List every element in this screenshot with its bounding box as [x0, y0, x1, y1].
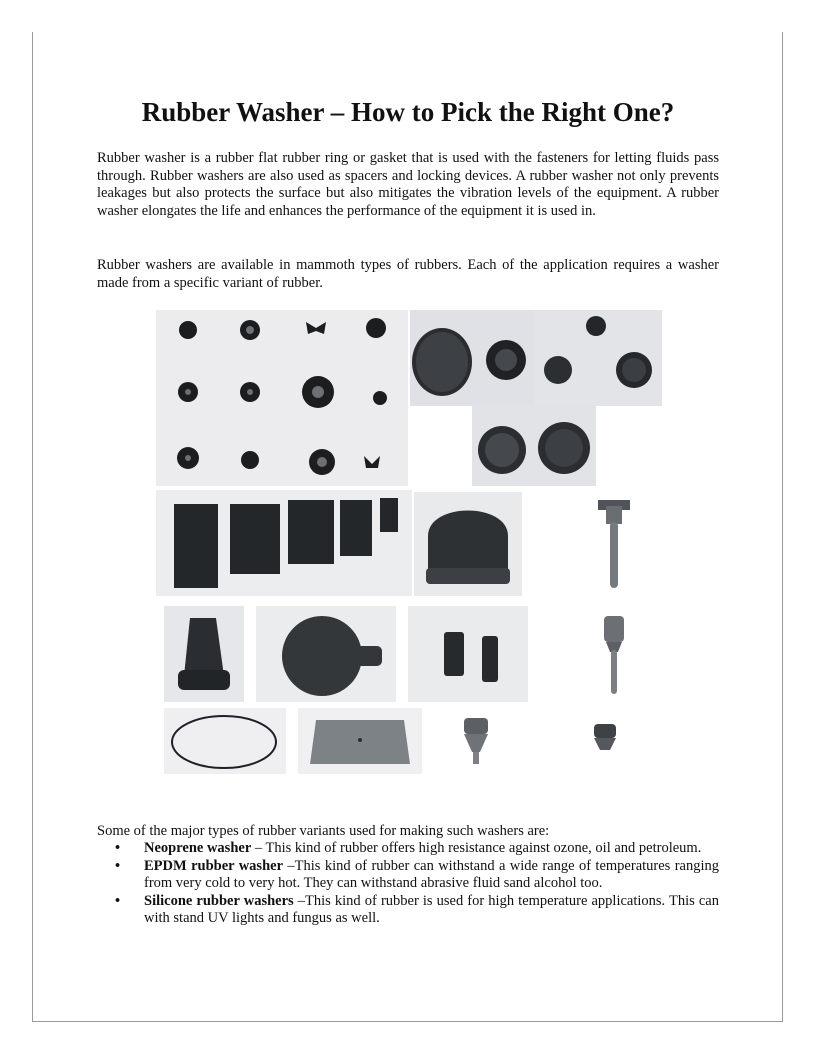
intro-paragraph	[97, 150, 719, 220]
variant-term: Neoprene washer	[144, 840, 252, 856]
list-item	[97, 840, 719, 858]
bullet-icon: •	[115, 840, 121, 856]
photo-plug-stem	[566, 492, 662, 596]
variant-description: –This kind of rubber is used for high temperature applications. This can with stand UV lights and fungus as well.	[144, 892, 719, 926]
photo-flat-disc	[256, 606, 396, 702]
list-item	[97, 858, 719, 893]
bullet-icon: •	[115, 892, 121, 909]
variants-intro	[97, 823, 719, 841]
variant-term: Silicone rubber washers	[144, 892, 294, 909]
bullet-icon: •	[115, 857, 121, 874]
photo-grommets	[472, 406, 596, 486]
availability-paragraph	[97, 257, 719, 292]
photo-rubber-strips	[156, 490, 412, 596]
variant-term: EPDM rubber washer	[144, 857, 284, 874]
photo-small-nozzle	[578, 708, 634, 774]
list-item	[97, 893, 719, 928]
photo-small-caps	[534, 310, 662, 406]
variant-description: – This kind of rubber offers high resistance against ozone, oil and petroleum.	[251, 840, 702, 856]
photo-tapered-plug	[164, 606, 244, 702]
variant-description: –This kind of rubber can withstand a wide range of temperatures ranging from very cold to very hot. They can withstand abrasive fluid sand alcohol too.	[144, 857, 719, 891]
photo-nozzle	[446, 708, 506, 774]
paragraph-3: Some of the major types of rubber variants used for making such washers are:	[97, 823, 550, 839]
photo-cone-cap	[414, 492, 522, 596]
rubber-variant-list	[97, 840, 719, 928]
paragraph-1: Rubber washer is a rubber flat rubber ring or gasket that is used with the fasteners for letting fluids pass through. Rubber washers are also used as spacers and locking devices. A rubber washer not only prevents leakages but also protects the surface but also mitigates the vibration levels of the equipment. A rubber washer elongates the life and enhances the performance of the equipment it is used in.	[97, 150, 719, 219]
paragraph-2: Rubber washers are available in mammoth types of rubbers. Each of the application requires a washer made from a specific variant of rubber.	[97, 257, 719, 291]
rubber-washers-photo-collage	[156, 310, 662, 782]
photo-round-washers	[156, 310, 408, 486]
photo-large-caps	[410, 310, 534, 406]
photo-o-ring	[164, 708, 286, 774]
photo-tubes	[408, 606, 528, 702]
photo-valve-stem	[566, 606, 662, 702]
document-title: Rubber Washer – How to Pick the Right One?	[141, 97, 675, 127]
photo-rubber-block	[298, 708, 422, 774]
